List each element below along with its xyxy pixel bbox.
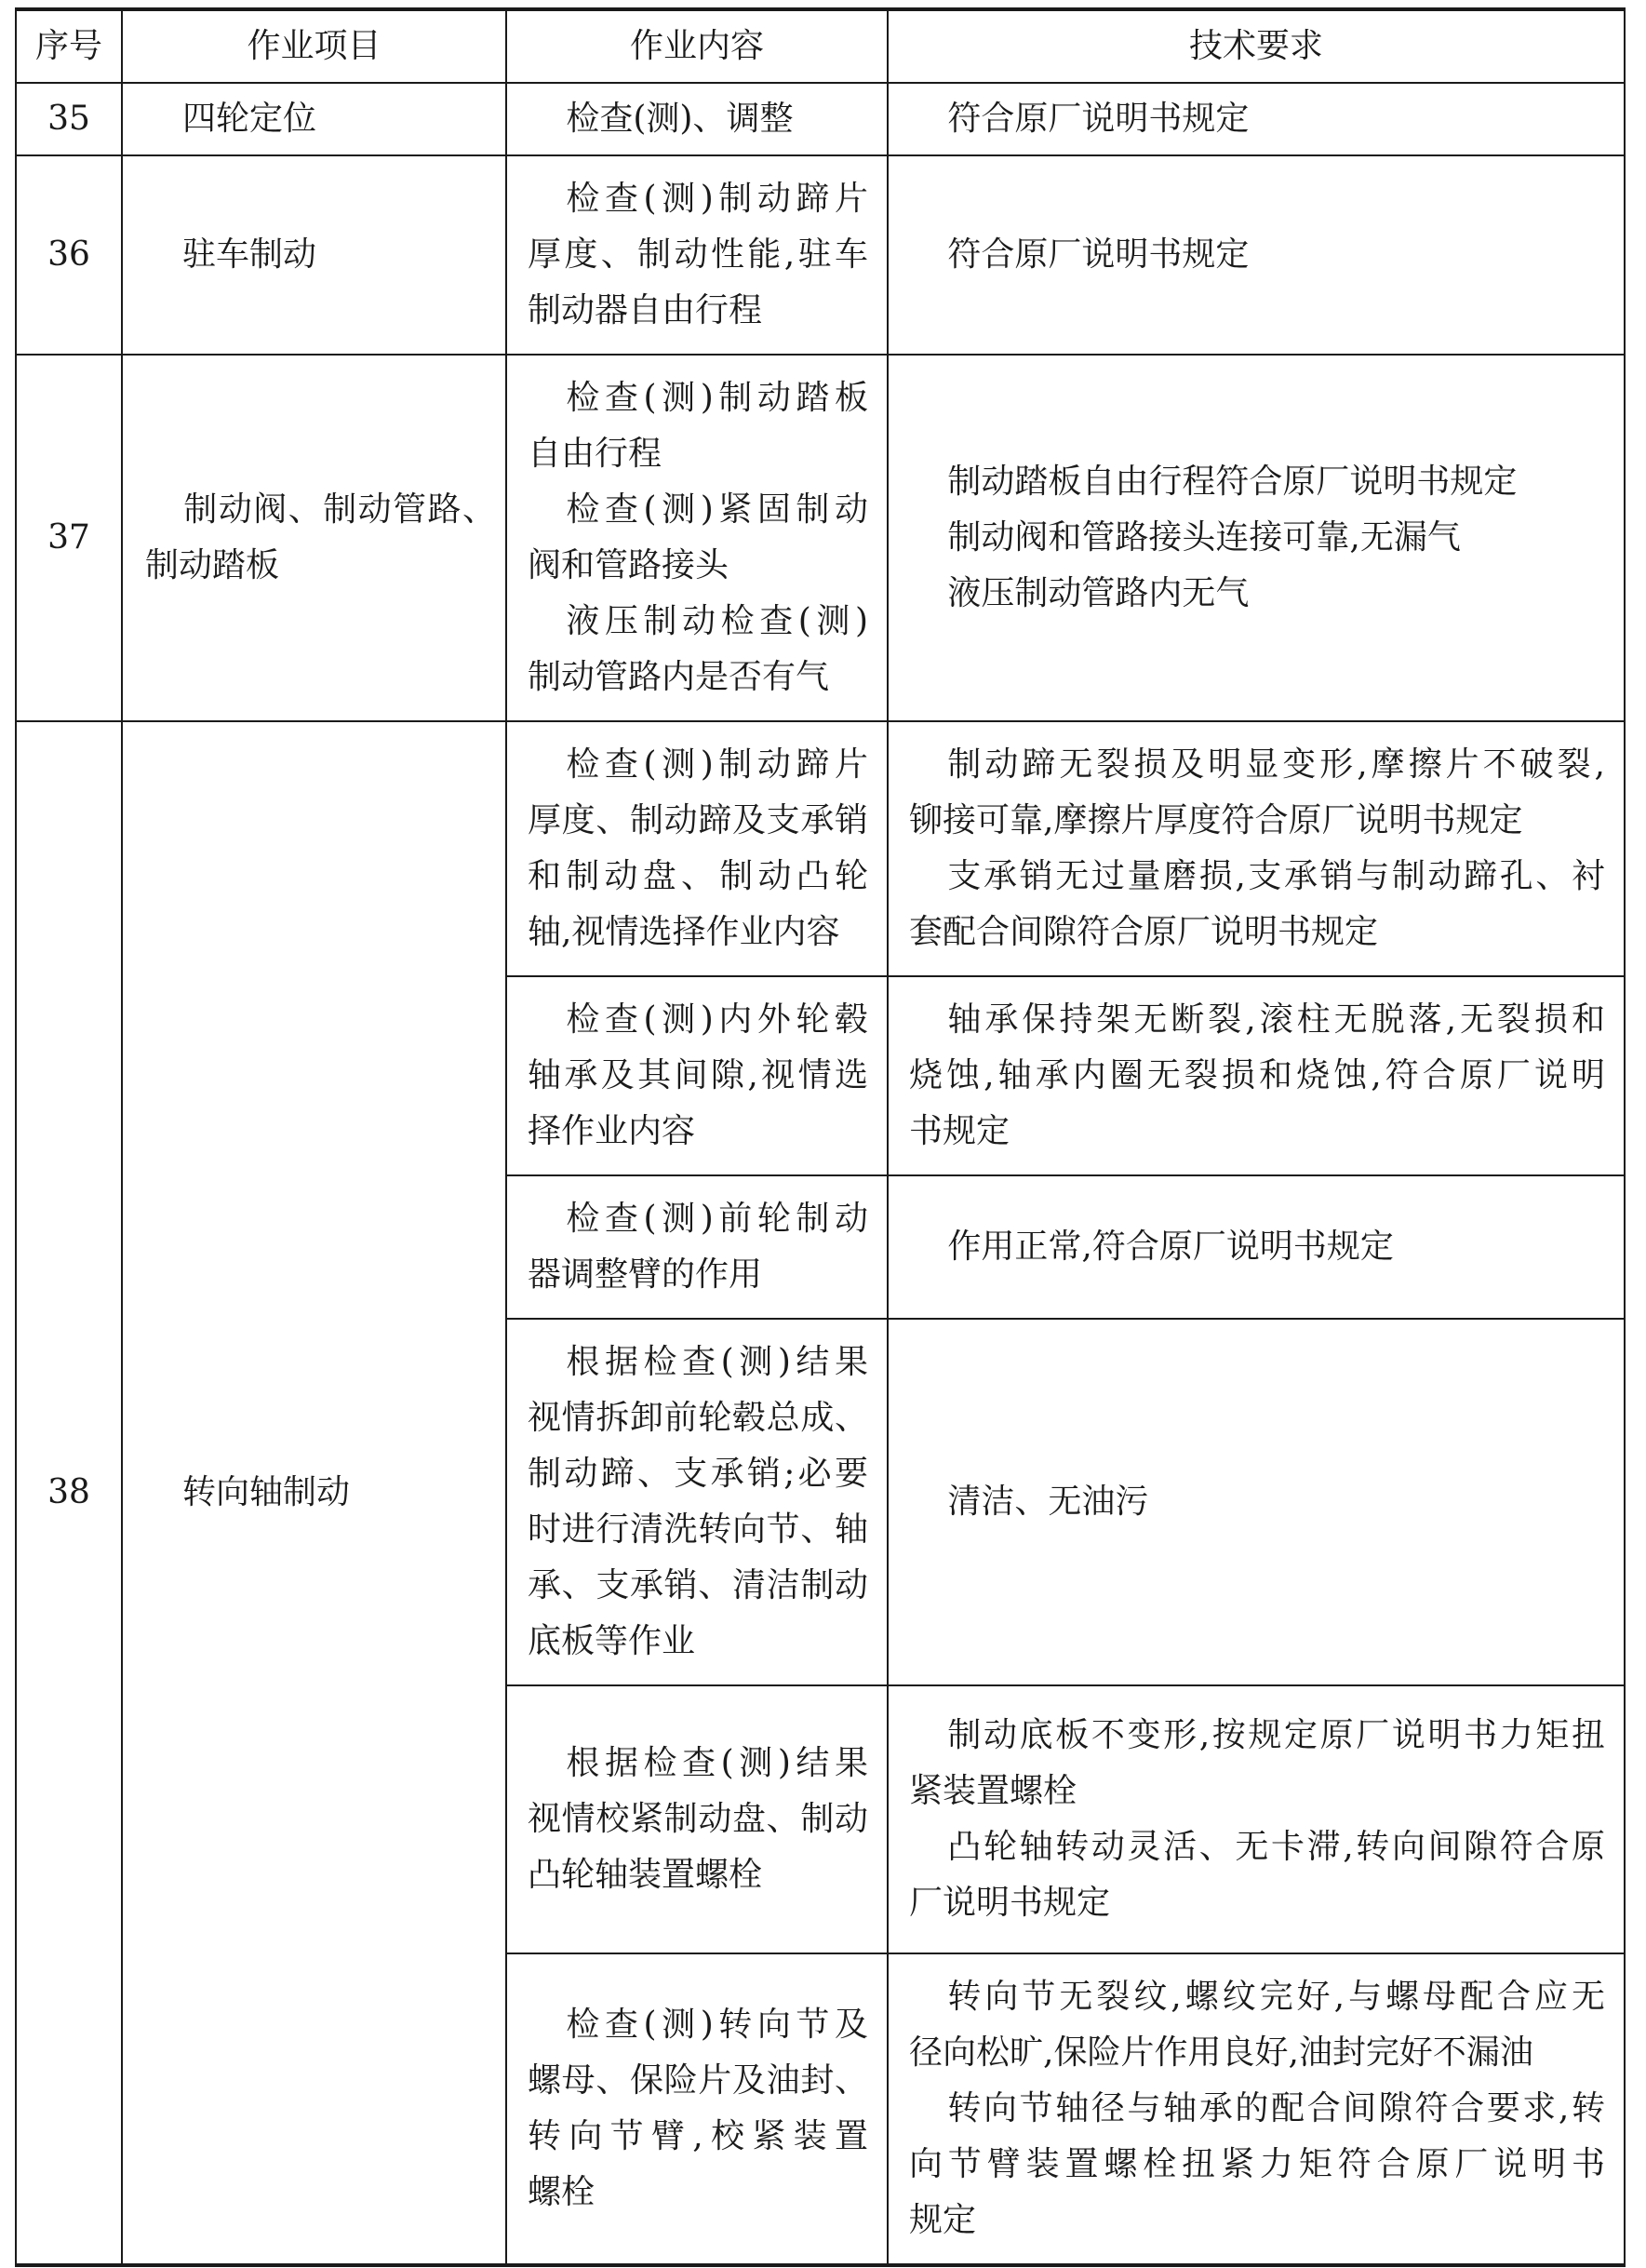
tech-requirement: 符合原厂说明书规定 <box>888 155 1625 355</box>
tech-requirement: 制动踏板自由行程符合原厂说明书规定 制动阀和管路接头连接可靠,无漏气 液压制动管路内无气 <box>888 355 1625 721</box>
tech-requirement: 制动底板不变形,按规定原厂说明书力矩扭 紧装置螺栓 凸轮轴转动灵活、无卡滞,转向间隙符合原 厂说明书规定 <box>888 1685 1625 1953</box>
table-row <box>16 355 1625 721</box>
work-content: 检查(测)、调整 <box>506 83 888 155</box>
table-row <box>16 83 1625 155</box>
table-row <box>16 721 1625 976</box>
header-requirements: 技术要求 <box>888 9 1625 83</box>
row-number: 36 <box>16 155 122 355</box>
work-content: 检查(测)内外轮毂 轴承及其间隙,视情选 择作业内容 <box>506 976 888 1175</box>
row-number: 37 <box>16 355 122 721</box>
tech-requirement: 符合原厂说明书规定 <box>888 83 1625 155</box>
header-no: 序号 <box>16 9 122 83</box>
work-content: 检查(测)转向节及 螺母、保险片及油封、 转向节臂,校紧装置 螺栓 <box>506 1953 888 2265</box>
row-number: 35 <box>16 83 122 155</box>
tech-requirement: 轴承保持架无断裂,滚柱无脱落,无裂损和 烧蚀,轴承内圈无裂损和烧蚀,符合原厂说明 书规定 <box>888 976 1625 1175</box>
work-content: 检查(测)制动蹄片 厚度、制动性能,驻车 制动器自由行程 <box>506 155 888 355</box>
work-content: 检查(测)制动踏板 自由行程 检查(测)紧固制动 阀和管路接头 液压制动检查(测) 制动管路内是否有气 <box>506 355 888 721</box>
tech-requirement: 制动蹄无裂损及明显变形,摩擦片不破裂, 铆接可靠,摩擦片厚度符合原厂说明书规定 支承销无过量磨损,支承销与制动蹄孔、衬 套配合间隙符合原厂说明书规定 <box>888 721 1625 976</box>
row-number: 38 <box>16 721 122 2265</box>
work-content: 检查(测)前轮制动 器调整臂的作用 <box>506 1175 888 1319</box>
work-content: 根据检查(测)结果 视情拆卸前轮毂总成、 制动蹄、支承销;必要 时进行清洗转向节、轴 承、支承销、清洁制动 底板等作业 <box>506 1319 888 1685</box>
work-item: 制动阀、制动管路、 制动踏板 <box>122 355 506 721</box>
work-content: 根据检查(测)结果 视情校紧制动盘、制动 凸轮轴装置螺栓 <box>506 1685 888 1953</box>
header-item: 作业项目 <box>122 9 506 83</box>
work-content: 检查(测)制动蹄片 厚度、制动蹄及支承销 和制动盘、制动凸轮 轴,视情选择作业内容 <box>506 721 888 976</box>
header-row <box>16 9 1625 83</box>
work-item: 驻车制动 <box>122 155 506 355</box>
table-row <box>16 155 1625 355</box>
work-item: 四轮定位 <box>122 83 506 155</box>
maintenance-table <box>15 7 1626 2267</box>
work-item: 转向轴制动 <box>122 721 506 2265</box>
tech-requirement: 清洁、无油污 <box>888 1319 1625 1685</box>
tech-requirement: 作用正常,符合原厂说明书规定 <box>888 1175 1625 1319</box>
header-content: 作业内容 <box>506 9 888 83</box>
page <box>15 7 1624 2267</box>
tech-requirement: 转向节无裂纹,螺纹完好,与螺母配合应无 径向松旷,保险片作用良好,油封完好不漏油 转向节轴径与轴承的配合间隙符合要求,转 向节臂装置螺栓扭紧力矩符合原厂说明书 规定 <box>888 1953 1625 2265</box>
